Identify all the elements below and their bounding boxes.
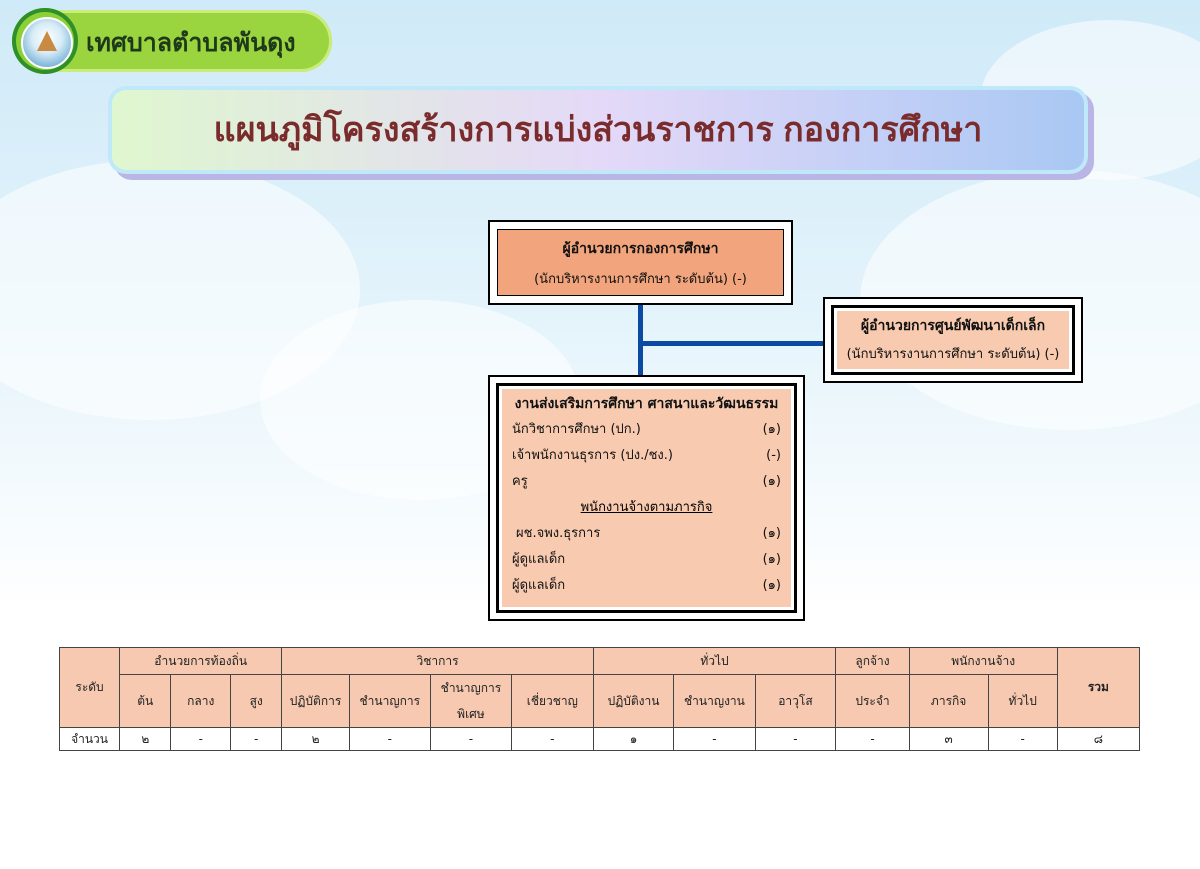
position-name: นักวิชาการศึกษา (ปก.): [512, 422, 641, 437]
group-header-local-admin: อำนวยการท้องถิ่น: [120, 648, 282, 675]
staffing-summary-table: [59, 647, 1140, 751]
position-name: ผู้ดูแลเด็ก: [512, 578, 566, 593]
table-cell: ๑: [593, 728, 674, 751]
position-count: (๑): [762, 526, 781, 541]
table-cell: ๒: [282, 728, 349, 751]
position-row: [512, 443, 781, 469]
subheader-line: ชำนาญการ: [440, 681, 502, 695]
subheader: [430, 675, 511, 728]
subheader: ภารกิจ: [909, 675, 988, 728]
table-cell: -: [171, 728, 231, 751]
position-count: (๑): [762, 552, 781, 567]
position-count: (-): [766, 448, 781, 463]
table-cell: -: [231, 728, 282, 751]
position-name: ผช.จพง.ธุรการ: [516, 526, 601, 541]
position-name: ครู: [512, 474, 528, 489]
position-count: (๑): [762, 578, 781, 593]
mission-staff-row: [512, 573, 781, 599]
subheader: ชำนาญงาน: [674, 675, 755, 728]
level-header: ระดับ: [60, 648, 120, 728]
subheader: ทั่วไป: [988, 675, 1057, 728]
table-cell: ๓: [909, 728, 988, 751]
group-header-permanent-employee: ลูกจ้าง: [836, 648, 909, 675]
connector-line-vertical: [638, 301, 643, 377]
unit-title: งานส่งเสริมการศึกษา ศาสนาและวัฒนธรรม: [514, 396, 779, 412]
total-header: รวม: [1057, 648, 1139, 728]
director-title: ผู้อำนวยการกองการศึกษา: [562, 241, 719, 257]
subheader: อาวุโส: [755, 675, 836, 728]
subheader: กลาง: [171, 675, 231, 728]
mission-staff-heading: พนักงานจ้างตามภารกิจ: [580, 500, 713, 515]
subheader: ปฏิบัติงาน: [593, 675, 674, 728]
subheader: เชี่ยวชาญ: [512, 675, 594, 728]
table-cell: -: [674, 728, 755, 751]
subheader: ต้น: [120, 675, 171, 728]
position-name: เจ้าพนักงานธุรการ (ปง./ชง.): [512, 448, 673, 463]
group-header-academic: วิชาการ: [282, 648, 593, 675]
table-cell: -: [836, 728, 909, 751]
organization-name: เทศบาลตำบลพันดุง: [86, 29, 296, 57]
table-cell: ๘: [1057, 728, 1139, 751]
page-title-banner: [112, 90, 1084, 170]
count-label: จำนวน: [60, 728, 120, 751]
childcare-director-box: [823, 297, 1083, 383]
table-cell: -: [755, 728, 836, 751]
connector-line-horizontal: [638, 341, 824, 346]
subheader: ประจำ: [836, 675, 909, 728]
municipality-logo-icon: [12, 8, 78, 74]
director-subtitle: (นักบริหารงานการศึกษา ระดับต้น) (-): [534, 272, 747, 287]
group-header-general: ทั่วไป: [593, 648, 836, 675]
position-name: ผู้ดูแลเด็ก: [512, 552, 566, 567]
childcare-director-title: ผู้อำนวยการศูนย์พัฒนาเด็กเล็ก: [860, 318, 1046, 334]
table-cell: -: [349, 728, 430, 751]
mission-staff-row: [512, 547, 781, 573]
subheader: สูง: [231, 675, 282, 728]
education-unit-box: [488, 375, 805, 621]
position-count: (๑): [762, 474, 781, 489]
childcare-director-subtitle: (นักบริหารงานการศึกษา ระดับต้น) (-): [846, 347, 1060, 362]
mission-staff-row: [512, 521, 781, 547]
table-cell: -: [512, 728, 594, 751]
director-box: [488, 220, 793, 305]
subheader-line: พิเศษ: [457, 707, 485, 721]
page-title: แผนภูมิโครงสร้างการแบ่งส่วนราชการ กองการศึกษา: [213, 111, 983, 149]
position-row: [512, 417, 781, 443]
position-row: [512, 469, 781, 495]
organization-badge: [12, 10, 332, 72]
subheader: ชำนาญการ: [349, 675, 430, 728]
group-header-contract-employee: พนักงานจ้าง: [909, 648, 1057, 675]
table-cell: -: [430, 728, 511, 751]
position-count: (๑): [762, 422, 781, 437]
table-row: [60, 728, 1140, 751]
table-cell: ๒: [120, 728, 171, 751]
table-cell: -: [988, 728, 1057, 751]
subheader: ปฏิบัติการ: [282, 675, 349, 728]
